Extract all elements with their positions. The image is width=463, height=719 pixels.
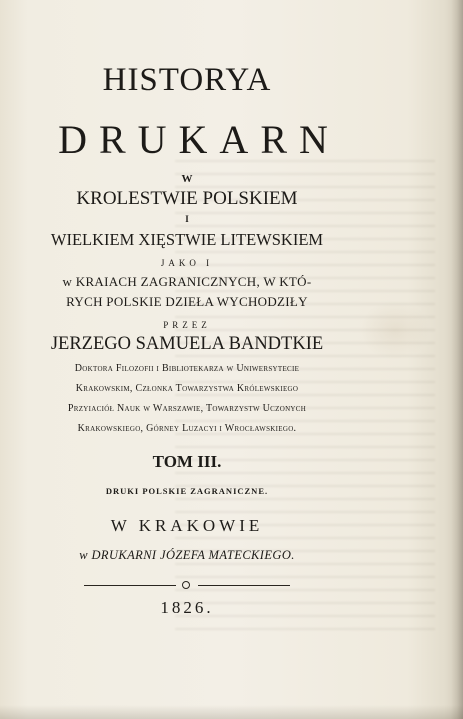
volume-number: TOM III. — [152, 452, 222, 471]
rule-center-ornament — [182, 581, 190, 589]
title-drukarn: DRUKARN — [58, 117, 340, 162]
rule-right-bar — [198, 585, 290, 586]
author-credentials-line-4: Krakowskiego, Górney Luzacyi i Wrocławskiego. — [77, 423, 297, 434]
page-bottom-shadow — [0, 705, 463, 719]
author-credentials-line-2: Krakowskim, Członka Towarzystwa Królewskiego — [75, 383, 299, 394]
rule-left-bar — [84, 585, 176, 586]
connector-jako: JAKO I — [160, 258, 214, 268]
title-historya: HISTORYA — [102, 62, 272, 98]
volume-subtitle: DRUKI POLSKIE ZAGRANICZNE. — [105, 486, 269, 496]
duchy-line: WIELKIEM XIĘSTWIE LITEWSKIEM — [50, 230, 324, 249]
publication-year: 1826. — [160, 598, 214, 617]
connector-przez: PRZEZ — [163, 320, 211, 330]
publication-city: W KRAKOWIE — [110, 516, 264, 535]
foreign-countries-line-2: RYCH POLSKIE DZIEŁA WYCHODZIŁY — [66, 294, 308, 309]
foreign-countries-line-1: w KRAIACH ZAGRANICZNYCH, W KTÓ- — [62, 274, 312, 289]
page-edge-shadow — [451, 0, 463, 719]
printer-name: w DRUKARNI JÓZEFA MATECKIEGO. — [79, 548, 295, 562]
kingdom-line: KROLESTWIE POLSKIEM — [76, 188, 298, 209]
author-name: JERZEGO SAMUELA BANDTKIE — [50, 334, 324, 354]
connector-i: I — [185, 214, 189, 224]
paper-stain — [360, 300, 430, 360]
author-credentials-line-1: Doktora Filozofii i Bibliotekarza w Uniwersytecie — [74, 363, 300, 374]
author-credentials-line-3: Przyiaciół Nauk w Warszawie, Towarzystw Uczonych — [67, 403, 307, 414]
ornamental-rule — [84, 581, 290, 591]
connector-w: W — [181, 173, 193, 185]
